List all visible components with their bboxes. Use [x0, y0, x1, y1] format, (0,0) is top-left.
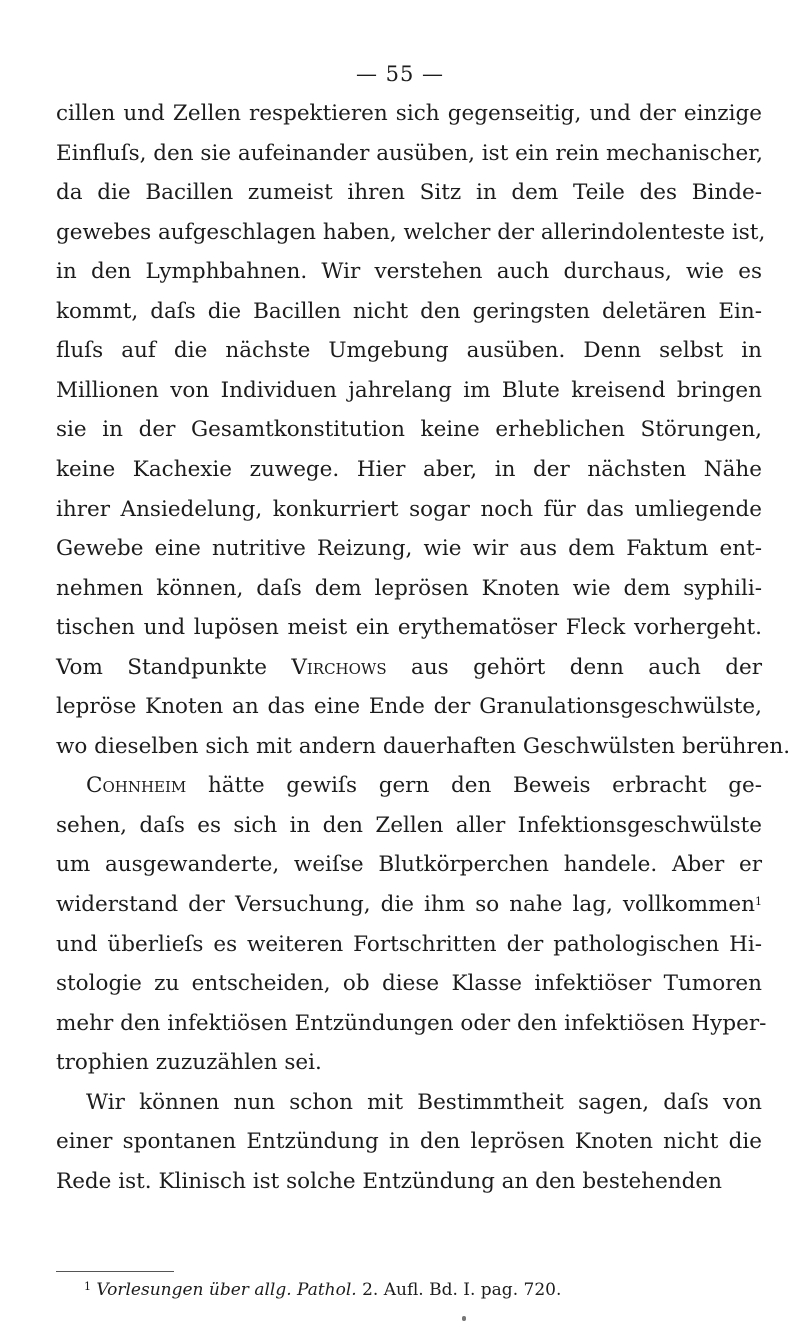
text-line-content: tischen und lupösen meist ein erythematöser Fleck vorhergeht.: [56, 615, 762, 641]
text-line-content: cillen und Zellen respektieren sich gegenseitig, und der einzige: [56, 101, 762, 126]
text-line: [56, 1127, 762, 1157]
text-line: [86, 1088, 762, 1118]
author-name: Cohnheim: [86, 773, 187, 799]
text-line-content: Einfluſs, den sie aufeinander ausüben, ist ein rein mechanischer,: [56, 140, 763, 166]
text-line: [56, 336, 762, 366]
footnote: [84, 1278, 561, 1302]
text-line: [56, 455, 762, 485]
text-line: [56, 930, 762, 960]
footnote-citation-details: 2. Aufl. Bd. I. pag. 720.: [356, 1280, 562, 1300]
text-line: [56, 1167, 762, 1197]
text-line-content: da die Bacillen zumeist ihren Sitz in dem Teile des Binde-: [56, 180, 762, 206]
page-number: — 55 —: [355, 62, 445, 86]
footnote-rule: [56, 1271, 174, 1272]
text-line-content: um ausgewanderte, weiſse Blutkörperchen handele. Aber er: [56, 852, 762, 878]
text-line: [56, 574, 762, 604]
text-line: [56, 297, 762, 327]
text-line: [56, 850, 762, 880]
text-line-content: Gewebe eine nutritive Reizung, wie wir aus dem Faktum ent-: [56, 536, 762, 562]
text-line-content: ihrer Ansiedelung, konkurriert sogar noch für das umliegende: [56, 496, 762, 522]
author-name: Virchows: [291, 654, 387, 680]
text-line: [56, 653, 762, 683]
text-line: [56, 534, 762, 564]
text-line-content: in den Lymphbahnen. Wir verstehen auch durchaus, wie es: [56, 259, 762, 285]
footnote-citation-title: Vorlesungen über allg. Pathol.: [96, 1280, 357, 1300]
text-line: [56, 218, 766, 248]
text-line: [56, 178, 762, 208]
text-line: [86, 771, 762, 801]
text-line-content: keine Kachexie zuwege. Hier aber, in der nächsten Nähe: [56, 456, 762, 482]
text-line: [56, 1009, 767, 1039]
text-line: [56, 139, 762, 169]
footnote-marker: 1: [84, 1280, 91, 1293]
text-line: [56, 99, 762, 129]
text-line: [56, 732, 791, 762]
text-line: [56, 495, 762, 525]
text-line-content: Vom Standpunkte Virchows aus gehört denn auch der: [56, 654, 762, 680]
text-line: [56, 415, 762, 445]
text-line-content: trophien zuzuzählen sei.: [56, 1050, 322, 1076]
text-line-content: sie in der Gesamtkonstitution keine erheblichen Störungen,: [56, 417, 762, 443]
text-line: [56, 890, 762, 920]
print-speck: [462, 1316, 466, 1321]
text-line: [56, 376, 762, 406]
footnote-reference: 1: [755, 895, 762, 908]
text-line-content: Rede ist. Klinisch ist solche Entzündung an den bestehenden: [56, 1168, 722, 1194]
text-line-content: sehen, daſs es sich in den Zellen aller Infektionsgeschwülste: [56, 812, 762, 838]
text-line-content: nehmen können, daſs dem leprösen Knoten wie dem syphili-: [56, 575, 762, 601]
text-line-content: Millionen von Individuen jahrelang im Blute kreisend bringen: [56, 377, 762, 403]
text-line-content: mehr den infektiösen Entzündungen oder den infektiösen Hyper-: [56, 1010, 767, 1036]
text-line-content: Wir können nun schon mit Bestimmtheit sagen, daſs von: [86, 1089, 762, 1115]
text-line-content: lepröse Knoten an das eine Ende der Granulationsgeschwülste,: [56, 694, 762, 720]
text-line: [56, 969, 762, 999]
text-line: [56, 1048, 762, 1078]
text-line-content: fluſs auf die nächste Umgebung ausüben. Denn selbst in: [56, 338, 762, 364]
text-line-content: wo dieselben sich mit andern dauerhaften Geschwülsten berühren.: [56, 733, 791, 759]
text-line: [56, 811, 762, 841]
text-line-content: gewebes aufgeschlagen haben, welcher der allerindolenteste ist,: [56, 219, 766, 245]
text-line: [56, 613, 762, 643]
text-line-content: stologie zu entscheiden, ob diese Klasse infektiöser Tumoren: [56, 971, 762, 997]
text-line-content: einer spontanen Entzündung in den leprösen Knoten nicht die: [56, 1129, 762, 1155]
text-line-content: widerstand der Versuchung, die ihm so nahe lag, vollkommen: [56, 892, 755, 917]
text-line: [56, 257, 762, 287]
text-line-content: kommt, daſs die Bacillen nicht den geringsten deletären Ein-: [56, 298, 762, 324]
text-line-content: und überlieſs es weiteren Fortschritten der pathologischen Hi-: [56, 931, 762, 957]
text-line-content: Cohnheim hätte gewiſs gern den Beweis erbracht ge-: [86, 773, 762, 799]
text-line: [56, 692, 762, 722]
